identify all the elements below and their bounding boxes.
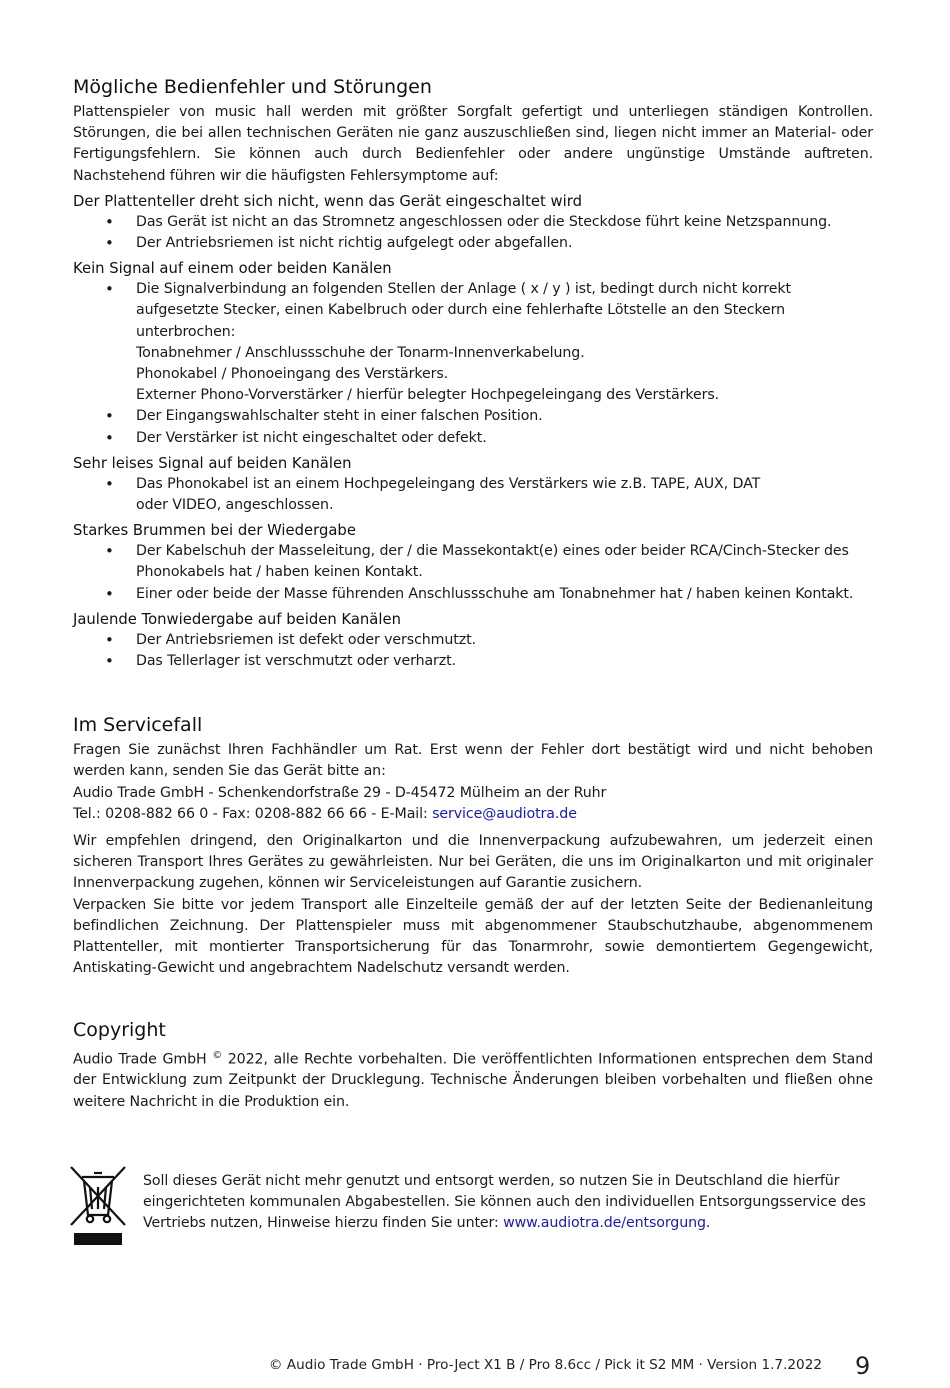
fault-heading-quiet-signal: Sehr leises Signal auf beiden Kanälen xyxy=(73,454,352,472)
disposal-text xyxy=(143,1171,873,1235)
faults-intro: Plattenspieler von music hall werden mit größter Sorgfalt gefertigt und unterliegen ständigen Kontrollen. Störungen, die bei allen technischen Geräten nie ganz auszuschließen sind, liegen nicht immer an Material- oder Fertigungsfehlern. Sie können auch durch Bedienfehler oder andere ungünstige Umstände auftreten. Nachstehend führen wir die häufigsten Fehlersymptome auf: xyxy=(73,104,873,184)
service-section xyxy=(73,712,873,979)
fault-list-quiet-signal xyxy=(73,474,873,516)
copyright-company: Audio Trade GmbH xyxy=(73,1051,213,1068)
list-item-subline: Phonokabel / Phonoeingang des Verstärkers. xyxy=(136,366,449,383)
fault-list-platter xyxy=(73,212,873,254)
list-item: • Der Eingangswahlschalter steht in einer falschen Position. xyxy=(73,406,873,427)
list-item: • Das Gerät ist nicht an das Stromnetz angeschlossen oder die Steckdose führt keine Netzspannung. xyxy=(73,212,873,233)
list-item xyxy=(73,474,873,516)
page-footer xyxy=(0,1352,950,1382)
faults-section xyxy=(73,74,873,672)
list-item-subline: Externer Phono-Vorverstärker / hierfür belegter Hochpegeleingang des Verstärkers. xyxy=(136,387,720,404)
service-email-link[interactable]: service@audiotra.de xyxy=(432,805,577,822)
service-contact xyxy=(73,804,873,825)
service-title: Im Servicefall xyxy=(73,714,203,737)
footer-text: © Audio Trade GmbH · Pro-Ject X1 B / Pro 8.6cc / Pick it S2 MM · Version 1.7.2022 xyxy=(268,1357,822,1373)
disposal-notice xyxy=(68,1163,878,1253)
list-item-subline: Tonabnehmer / Anschlussschuhe der Tonarm-Innenverkabelung. xyxy=(136,344,585,361)
copyright-body: 2022, alle Rechte vorbehalten. Die veröffentlichten Informationen entsprechen dem Stand der Entwicklung zum Zeitpunkt der Drucklegung. Technische Änderungen bleiben vorbehalten und fließen ohne weitere Nachricht in die Produktion ein. xyxy=(73,1051,873,1110)
fault-heading-hum: Starkes Brummen bei der Wiedergabe xyxy=(73,522,356,540)
copyright-section xyxy=(73,1017,873,1113)
crossed-out-wheelie-bin-icon xyxy=(68,1163,128,1247)
document-page xyxy=(73,74,873,1113)
disposal-link[interactable]: www.audiotra.de/entsorgung xyxy=(503,1215,706,1232)
fault-list-no-signal xyxy=(73,279,873,449)
list-item: • Einer oder beide der Masse führenden Anschlussschuhe am Tonabnehmer hat / haben keinen Kontakt. xyxy=(73,584,873,605)
fault-heading-no-signal: Kein Signal auf einem oder beiden Kanälen xyxy=(73,260,392,278)
list-item: • Der Verstärker ist nicht eingeschaltet oder defekt. xyxy=(73,428,873,449)
list-item xyxy=(73,279,873,406)
copyright-text xyxy=(73,1045,873,1113)
list-item: • Der Kabelschuh der Masseleitung, der / die Massekontakt(e) eines oder beider RCA/Cinch-Stecker des Phonokabels hat / haben keinen Kontakt. xyxy=(73,541,873,583)
copyright-title: Copyright xyxy=(73,1018,166,1041)
list-item: • Das Tellerlager ist verschmutzt oder verharzt. xyxy=(73,651,873,672)
list-item: • Der Antriebsriemen ist nicht richtig aufgelegt oder abgefallen. xyxy=(73,233,873,254)
service-intro: Fragen Sie zunächst Ihren Fachhändler um Rat. Erst wenn der Fehler dort bestätigt wird und nicht behoben werden kann, senden Sie das Gerät bitte an: xyxy=(73,742,873,780)
faults-title: Mögliche Bedienfehler und Störungen xyxy=(73,76,432,98)
disposal-suffix: . xyxy=(705,1215,711,1232)
fault-list-wow xyxy=(73,630,873,672)
copyright-symbol: © xyxy=(212,1049,223,1061)
service-address: Audio Trade GmbH - Schenkendorfstraße 29 - D-45472 Mülheim an der Ruhr xyxy=(73,784,607,801)
list-item-text: • Das Phonokabel ist an einem Hochpegeleingang des Verstärkers wie z.B. TAPE, AUX, DAT xyxy=(136,475,761,492)
disposal-body: Soll dieses Gerät nicht mehr genutzt und entsorgt werden, so nutzen Sie in Deutschland die hierfür eingerichteten kommunalen Abgabestellen. Sie können auch den individuellen Entsorgungsservice des Vertriebs nutzen, Hinweise hierzu finden Sie unter: xyxy=(143,1173,866,1232)
list-item-text-continued: oder VIDEO, angeschlossen. xyxy=(136,497,334,514)
service-transport-note: Verpacken Sie bitte vor jedem Transport alle Einzelteile gemäß der auf der letzten Seite der Bedienanleitung befindlichen Zeichnung. Der Plattenspieler muss mit abgenommener Staubschutzhaube, abgenommenem Plattenteller, mit montierter Transportsicherung für das Tonarmrohr, sowie demontiertem Gegengewicht, Antiskating-Gewicht und angebrachtem Nadelschutz versandt werden. xyxy=(73,896,873,977)
list-item: • Der Antriebsriemen ist defekt oder verschmutzt. xyxy=(73,630,873,651)
fault-list-hum xyxy=(73,541,873,605)
list-item-text: Die Signalverbindung an folgenden Stellen der Anlage ( x / y ) ist, bedingt durch nicht korrekt aufgesetzte Stecker, einen Kabelbruch oder durch eine fehlerhafte Lötstelle an den Steckern unterbrochen: xyxy=(136,281,791,340)
fault-heading-wow: Jaulende Tonwiedergabe auf beiden Kanälen xyxy=(73,610,401,628)
fault-heading-platter: Der Plattenteller dreht sich nicht, wenn das Gerät eingeschaltet wird xyxy=(73,192,582,210)
service-packaging-note: Wir empfehlen dringend, den Originalkarton und die Innenverpackung aufzubewahren, um jederzeit einen sicheren Transport Ihres Gerätes zu gewährleisten. Nur bei Geräten, die uns im Originalkarton und mit originaler Innenverpackung zugehen, können wir Serviceleistungen auf Garantie zusichern. xyxy=(73,833,873,892)
contact-phone-fax: Tel.: 0208-882 66 0 - Fax: 0208-882 66 66 - E-Mail: xyxy=(73,805,433,822)
page-number: 9 xyxy=(855,1352,871,1380)
